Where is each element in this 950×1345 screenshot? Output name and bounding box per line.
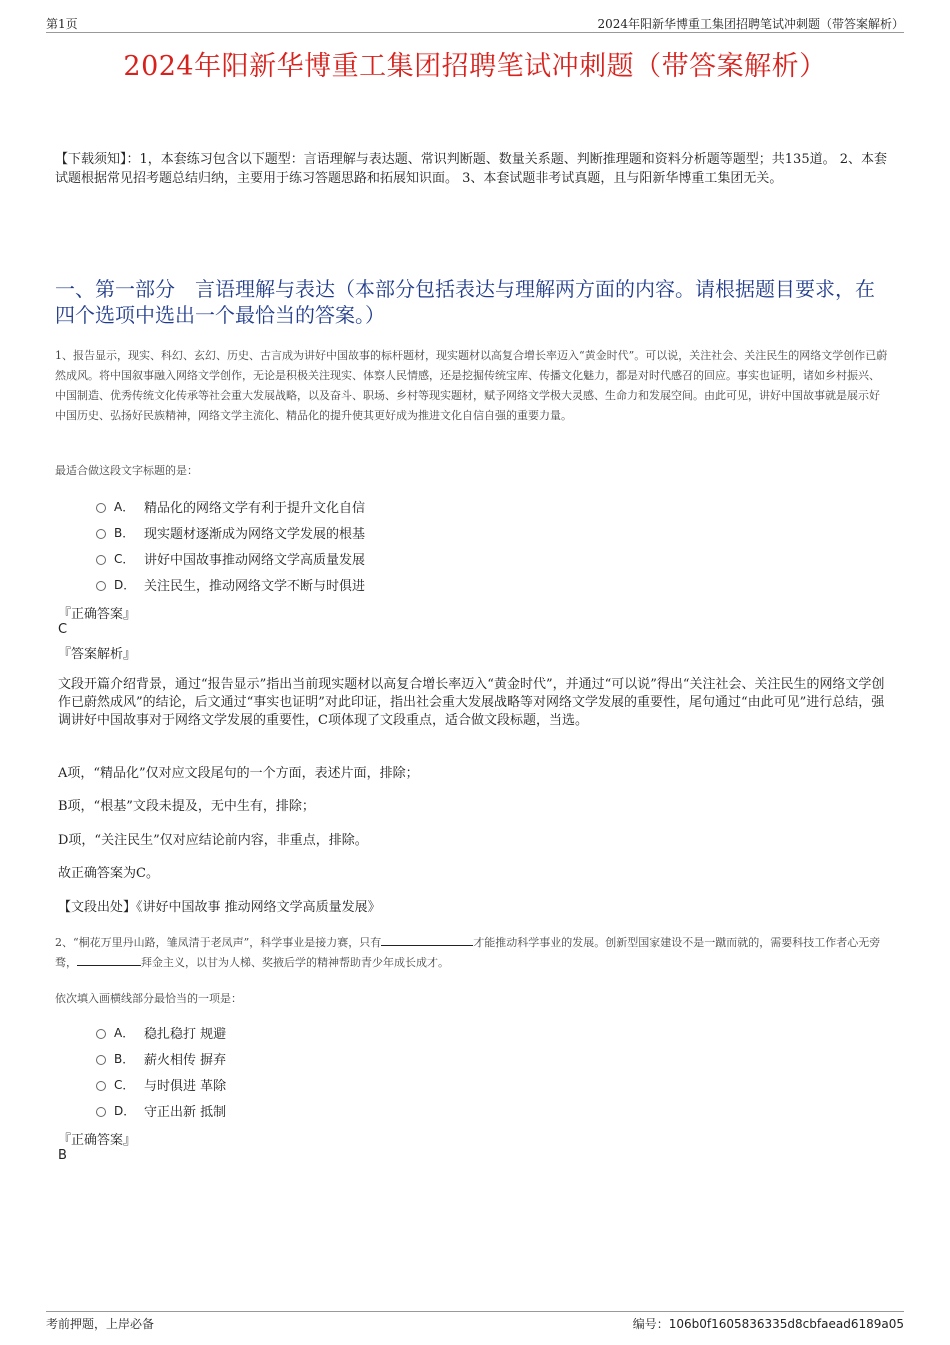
question-2-options [96, 1019, 226, 1123]
page-footer [46, 1311, 904, 1332]
option-d[interactable]: D． 守正出新 抵制 [96, 1097, 226, 1123]
radio-icon[interactable] [96, 1107, 106, 1117]
radio-icon[interactable] [96, 529, 106, 539]
analysis-label: 『答案解析』 [58, 647, 137, 662]
page-number: 第1页 [46, 17, 78, 31]
answer-value: B [58, 1148, 67, 1163]
question-2-prompt: 依次填入画横线部分最恰当的一项是： [55, 992, 242, 1005]
option-a[interactable]: A． 精品化的网络文学有利于提升文化自信 [96, 493, 365, 519]
footer-slogan: 考前押题，上岸必备 [46, 1317, 155, 1331]
document-title: 2024年阳新华博重工集团招聘笔试冲刺题（带答案解析） [123, 51, 827, 82]
radio-icon[interactable] [96, 503, 106, 513]
radio-icon[interactable] [96, 581, 106, 591]
radio-icon[interactable] [96, 555, 106, 565]
option-c[interactable]: C． 与时俱进 革除 [96, 1071, 226, 1097]
answer-value: C [58, 622, 68, 637]
radio-icon[interactable] [96, 1081, 106, 1091]
section-heading: 一、第一部分 言语理解与表达（本部分包括表达与理解两方面的内容。请根据题目要求，在四个选项中选出一个最恰当的答案。） [55, 277, 875, 327]
answer-label: 『正确答案』 [58, 1133, 137, 1148]
analysis-option-b: B项，“根基”文段未提及，无中生有，排除； [58, 799, 315, 814]
analysis-paragraph: 文段开篇介绍背景，通过“报告显示”指出当前现实题材以高复合增长率迈入“黄金时代”，并通过“可以说”得出“关注社会、关注民生的网络文学创作已蔚然成风”的结论，后文通过“事实也证明”对此印证，指出社会重大发展战略等对网络文学发展的重要性，尾句通过“由此可见”进行总结，强调讲好中国故事对于网络文学发展的重要性，C项体现了文段重点，适合做文段标题，当选。 [58, 677, 885, 728]
analysis-option-d: D项，“关注民生”仅对应结论前内容，非重点，排除。 [58, 833, 368, 848]
question-1-text: 1、报告显示，现实、科幻、玄幻、历史、古言成为讲好中国故事的标杆题材，现实题材以高复合增长率迈入“黄金时代”。可以说，关注社会、关注民生的网络文学创作已蔚然成风。将中国叙事融入网络文学创作，无论是积极关注现实、体察人民情感，还是挖掘传统宝库、传播文化魅力，都是对时代感召的回应。事实也证明，诸如乡村振兴、中国制造、优秀传统文化传承等社会重大发展战略，以及奋斗、职场、乡村等现实题材，赋予网络文学极大灵感、生命力和发展空间。由此可见，讲好中国故事就是展示好中国历史、弘扬好民族精神，网络文学主流化、精品化的提升使其更好成为推进文化自信自强的重要力量。 [55, 349, 888, 422]
page-header [46, 14, 904, 33]
analysis-option-a: A项，“精品化”仅对应文段尾句的一个方面，表述片面，排除； [58, 766, 419, 781]
answer-label: 『正确答案』 [58, 607, 137, 622]
radio-icon[interactable] [96, 1055, 106, 1065]
header-doc-title: 2024年阳新华博重工集团招聘笔试冲刺题（带答案解析） [597, 17, 904, 31]
footer-serial: 编号：106b0f1605836335d8cbfaead6189a05 [632, 1317, 904, 1331]
fill-blank [381, 934, 473, 946]
question-1-options [96, 493, 365, 597]
question-1-prompt: 最适合做这段文字标题的是： [55, 464, 198, 477]
option-b[interactable]: B． 薪火相传 摒弃 [96, 1045, 226, 1071]
download-notice: 【下载须知】：1，本套练习包含以下题型：言语理解与表达题、常识判断题、数量关系题、判断推理题和资料分析题等题型；共135道。 2、本套试题根据常见招考题总结归纳，主要用于练习答题思路和拓展知识面。 3、本套试题非考试真题，且与阳新华博重工集团无关。 [55, 152, 887, 186]
analysis-conclusion: 故正确答案为C。 [58, 866, 159, 881]
option-a[interactable]: A． 稳扎稳打 规避 [96, 1019, 226, 1045]
option-d[interactable]: D． 关注民生，推动网络文学不断与时俱进 [96, 571, 365, 597]
option-c[interactable]: C． 讲好中国故事推动网络文学高质量发展 [96, 545, 365, 571]
radio-icon[interactable] [96, 1029, 106, 1039]
question-2-text: 2、“桐花万里丹山路，雏凤清于老凤声”，科学事业是接力赛，只有 才能推动科学事业的发展。创新型国家建设不是一蹴而就的，需要科技工作者心无旁骛， 拜金主义，以甘为人梯、奖掖后学的精神帮助青少年成长成才。 [55, 936, 881, 969]
fill-blank [77, 954, 141, 966]
passage-source: 【文段出处】《讲好中国故事 推动网络文学高质量发展》 [58, 900, 381, 915]
option-b[interactable]: B． 现实题材逐渐成为网络文学发展的根基 [96, 519, 365, 545]
